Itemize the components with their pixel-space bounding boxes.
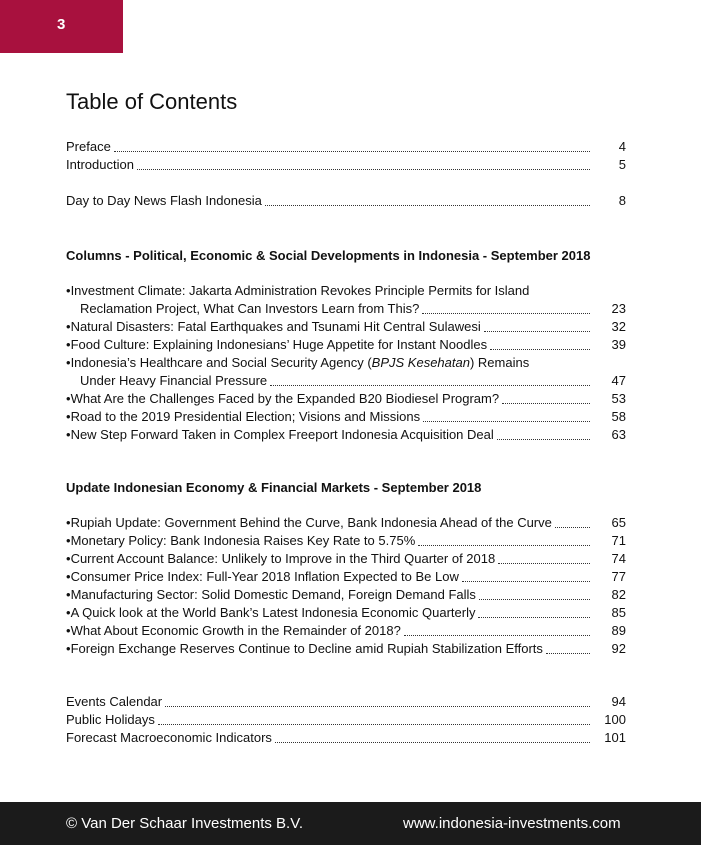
- toc-entry-b20-biodiesel[interactable]: [66, 390, 626, 408]
- dot-leader: [498, 563, 590, 564]
- toc-entry-label: • Monetary Policy: Bank Indonesia Raises Key Rate to 5.75%: [66, 532, 415, 550]
- toc-entry-label-line2: Reclamation Project, What Can Investors Learn from This?: [80, 301, 420, 316]
- toc-entry-fx-reserves[interactable]: [66, 640, 626, 658]
- dot-leader: [497, 439, 590, 440]
- toc-entry-page: 100: [604, 712, 626, 727]
- toc-entry-freeport[interactable]: [66, 426, 626, 444]
- toc-entry-forecast-indicators[interactable]: [66, 729, 626, 747]
- toc-entry-page: 8: [618, 193, 626, 208]
- toc-entry-presidential-election[interactable]: [66, 408, 626, 426]
- toc-entry-monetary-policy[interactable]: [66, 532, 626, 550]
- toc-entry-page: 74: [611, 551, 626, 566]
- toc-entry-label: • Food Culture: Explaining Indonesians’ Huge Appetite for Instant Noodles: [66, 336, 487, 354]
- toc-entry-label: • Rupiah Update: Government Behind the Curve, Bank Indonesia Ahead of the Curve: [66, 514, 552, 532]
- toc-entry-rupiah-update[interactable]: [66, 514, 626, 532]
- toc-entry-page: 47: [611, 373, 626, 388]
- toc-entry-page: 32: [611, 319, 626, 334]
- toc-entry-page: 77: [611, 569, 626, 584]
- footer-copyright: © Van Der Schaar Investments B.V.: [66, 815, 303, 832]
- toc-entry-label: • What About Economic Growth in the Remainder of 2018?: [66, 622, 401, 640]
- toc-entry-page: 85: [611, 605, 626, 620]
- toc-entry-page: 58: [611, 409, 626, 424]
- toc-entry-label: • Consumer Price Index: Full-Year 2018 Inflation Expected to Be Low: [66, 568, 459, 586]
- toc-entry-label-line2: Under Heavy Financial Pressure: [80, 373, 268, 388]
- dot-leader: [158, 724, 590, 725]
- toc-entry-page: 94: [611, 694, 626, 709]
- toc-entry-preface[interactable]: [66, 138, 626, 156]
- dot-leader: [165, 706, 590, 707]
- toc-entry-consumer-price-index[interactable]: [66, 568, 626, 586]
- dot-leader: [555, 527, 590, 528]
- toc-entry-current-account[interactable]: [66, 550, 626, 568]
- toc-entry-investment-climate[interactable]: [66, 282, 626, 318]
- page-footer: [0, 802, 701, 845]
- toc-entry-label: Public Holidays: [66, 712, 155, 727]
- page-number: 3: [57, 16, 66, 33]
- toc-entry-public-holidays[interactable]: [66, 711, 626, 729]
- toc-entry-label: • A Quick look at the World Bank’s Latest Indonesia Economic Quarterly: [66, 604, 475, 622]
- toc-entry-label: Preface: [66, 139, 111, 154]
- toc-entry-label: • New Step Forward Taken in Complex Freeport Indonesia Acquisition Deal: [66, 426, 494, 444]
- dot-leader: [502, 403, 590, 404]
- toc-entry-label: • Manufacturing Sector: Solid Domestic Demand, Foreign Demand Falls: [66, 586, 476, 604]
- toc-entry-label-line1: [66, 354, 626, 372]
- toc-entry-page: 101: [604, 730, 626, 745]
- dot-leader: [418, 545, 590, 546]
- toc-entry-natural-disasters[interactable]: [66, 318, 626, 336]
- toc-entry-page: 53: [611, 391, 626, 406]
- toc-entry-page: 82: [611, 587, 626, 602]
- toc-entry-page: 23: [611, 301, 626, 316]
- toc-entry-page: 89: [611, 623, 626, 638]
- toc-entry-label: • What Are the Challenges Faced by the Expanded B20 Biodiesel Program?: [66, 390, 499, 408]
- section-heading-columns: Columns - Political, Economic & Social Developments in Indonesia - September 2018: [66, 248, 591, 263]
- toc-entry-label: Introduction: [66, 157, 134, 172]
- toc-entry-page: 5: [618, 157, 626, 172]
- toc-entry-label: Forecast Macroeconomic Indicators: [66, 730, 272, 745]
- toc-entry-events-calendar[interactable]: [66, 693, 626, 711]
- toc-entry-page: 39: [611, 337, 626, 352]
- toc-entry-label: • Road to the 2019 Presidential Election; Visions and Missions: [66, 408, 420, 426]
- toc-entry-economic-growth[interactable]: [66, 622, 626, 640]
- toc-entry-manufacturing[interactable]: [66, 586, 626, 604]
- toc-entry-label-italic: BPJS Kesehatan: [371, 355, 470, 370]
- dot-leader: [422, 313, 590, 314]
- page-number-badge: [0, 0, 123, 53]
- dot-leader: [423, 421, 590, 422]
- toc-entry-label: • Natural Disasters: Fatal Earthquakes and Tsunami Hit Central Sulawesi: [66, 318, 481, 336]
- dot-leader: [546, 653, 590, 654]
- page-title: Table of Contents: [66, 89, 238, 114]
- toc-entry-introduction[interactable]: [66, 156, 626, 174]
- dot-leader: [114, 151, 590, 152]
- toc-entry-label-text: ) Remains: [469, 355, 530, 370]
- toc-entry-page: 4: [618, 139, 626, 154]
- dot-leader: [479, 599, 590, 600]
- toc-entry-world-bank[interactable]: [66, 604, 626, 622]
- dot-leader: [462, 581, 590, 582]
- dot-leader: [404, 635, 590, 636]
- dot-leader: [484, 331, 590, 332]
- section-heading-economy: Update Indonesian Economy & Financial Markets - September 2018: [66, 480, 482, 495]
- toc-entry-label-text: Indonesia’s Healthcare and Social Security Agency (: [70, 355, 372, 370]
- dot-leader: [137, 169, 590, 170]
- toc-entry-bpjs-healthcare[interactable]: [66, 354, 626, 390]
- toc-entry-label: Events Calendar: [66, 694, 163, 709]
- toc-entry-label: • Current Account Balance: Unlikely to Improve in the Third Quarter of 2018: [66, 550, 495, 568]
- toc-entry-label: • Foreign Exchange Reserves Continue to Decline amid Rupiah Stabilization Efforts: [66, 640, 543, 658]
- toc-entry-label: Day to Day News Flash Indonesia: [66, 193, 262, 208]
- footer-website-link[interactable]: www.indonesia-investments.com: [403, 815, 621, 832]
- toc-entry-food-culture[interactable]: [66, 336, 626, 354]
- dot-leader: [478, 617, 590, 618]
- dot-leader: [270, 385, 590, 386]
- toc-entry-label-line1: • Investment Climate: Jakarta Administration Revokes Principle Permits for Island: [66, 282, 626, 300]
- toc-entry-news-flash[interactable]: [66, 192, 626, 210]
- toc-entry-page: 92: [611, 641, 626, 656]
- toc-entry-page: 65: [611, 515, 626, 530]
- dot-leader: [265, 205, 590, 206]
- toc-entry-page: 71: [611, 533, 626, 548]
- dot-leader: [490, 349, 590, 350]
- toc-entry-page: 63: [611, 427, 626, 442]
- dot-leader: [275, 742, 590, 743]
